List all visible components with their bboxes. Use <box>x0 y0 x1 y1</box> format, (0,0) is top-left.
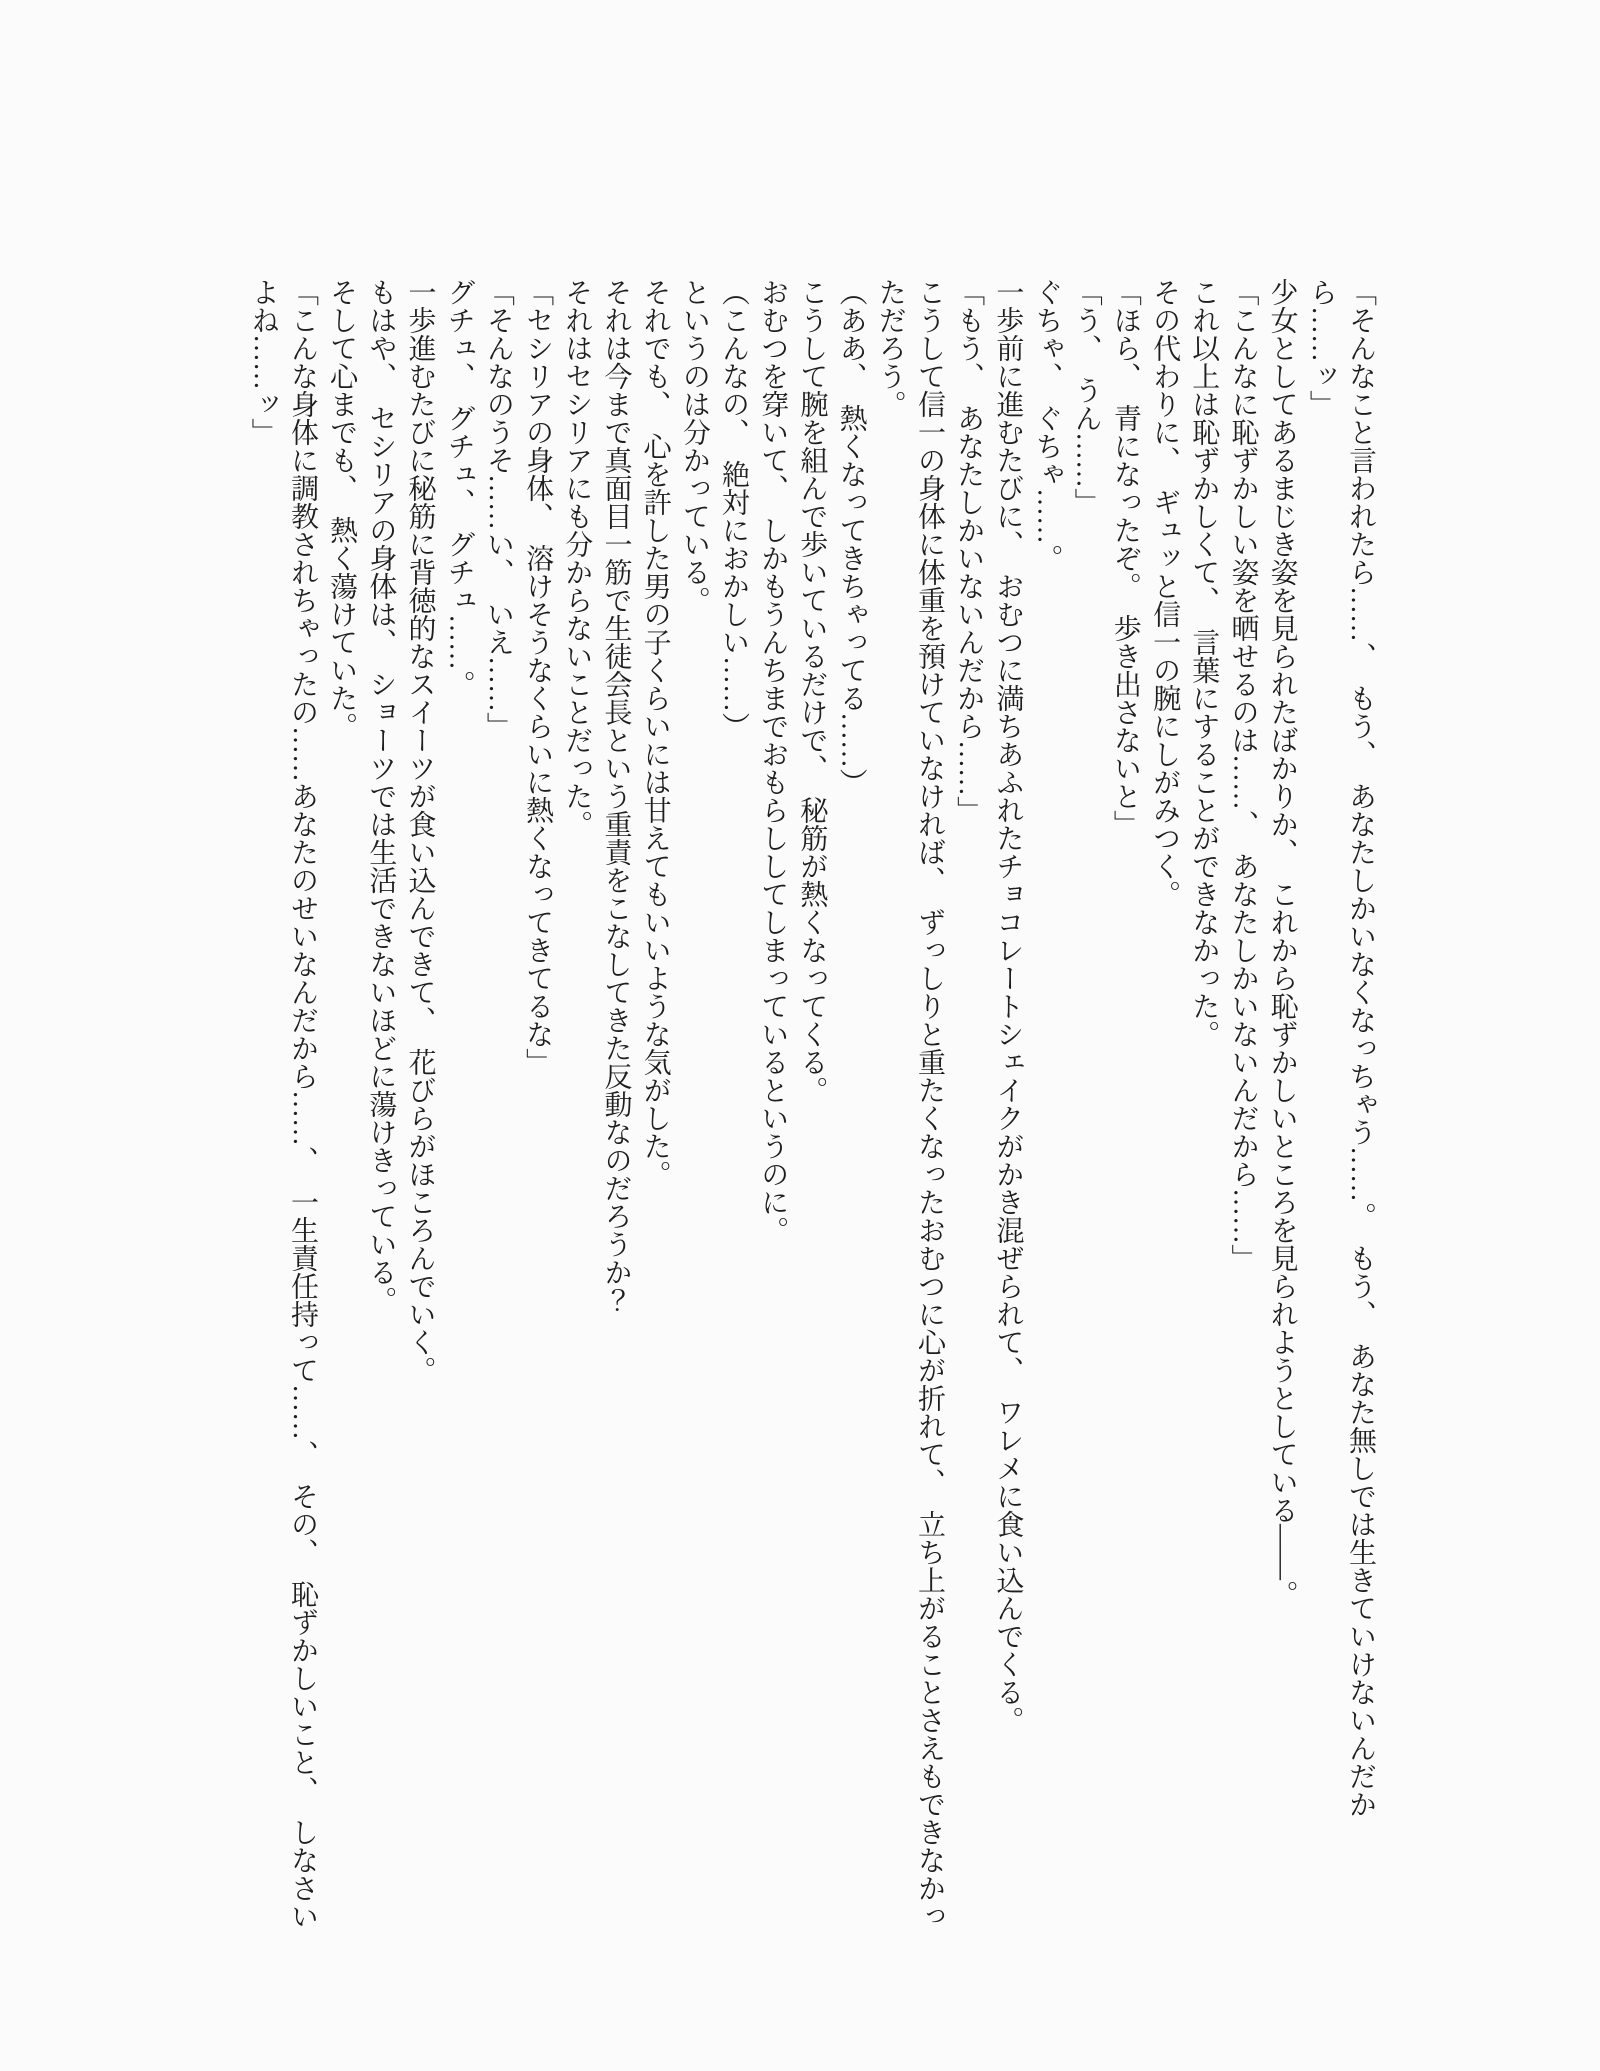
paragraph-line: というのは分かっている。 <box>678 278 710 614</box>
paragraph-line: こうして信一の身体に体重を預けていなければ、 ずっしりと重たくなったおむつに心が折れて、 立ち上がることさえもできなかっただろう。 <box>874 278 945 1930</box>
paragraph-line: それはセシリアにも分からないことだった。 <box>561 278 593 838</box>
paragraph-line: 「う、 うん……」 <box>1070 278 1102 516</box>
paragraph-line: 「こんなに恥ずかしい姿を晒せるのは……、 あなたしかいないんだから……」 <box>1227 278 1259 1272</box>
paragraph-line: 「もう、 あなたしかいないんだから……」 <box>953 278 985 824</box>
paragraph-line: もはや、 セシリアの身体は、 ショーツでは生活できないほどに蕩けきっている。 <box>365 278 397 1314</box>
paragraph-line: （ああ、 熱くなってきちゃってる……） <box>835 278 867 796</box>
paragraph-line: 「ほら、 青になったぞ。 歩き出さないと」 <box>1109 278 1141 838</box>
paragraph-line: ぐちゃ、 ぐちゃ……。 <box>1031 278 1063 572</box>
paragraph-line: 一歩進むたびに秘筋に背徳的なスイーツが食い込んできて、 花びらがほころんでいく。 <box>404 278 436 1384</box>
paragraph-line: それは今まで真面目一筋で生徒会長という重責をこなしてきた反動なのだろうか？ <box>600 278 632 1314</box>
paragraph-line: それでも、 心を許した男の子くらいには甘えてもいいような気がした。 <box>639 278 671 1188</box>
paragraph-line: そして心までも、 熱く蕩けていた。 <box>326 278 358 740</box>
paragraph-line: これ以上は恥ずかしくて、 言葉にすることができなかった。 <box>1188 278 1220 1048</box>
vertical-text-block <box>244 278 1380 1938</box>
paragraph-line: （こんなの、 絶対におかしい……） <box>718 278 749 740</box>
paragraph-line: 少女としてあるまじき姿を見られたばかりか、 これから恥ずかしいところを見られようとしている――。 <box>1266 278 1298 1608</box>
paragraph-line: 一歩前に進むたびに、 おむつに満ちあふれたチョコレートシェイクがかき混ぜられて、 ワレメに食い込んでくる。 <box>992 278 1024 1734</box>
paragraph-line: こうして腕を組んで歩いているだけで、 秘筋が熱くなってくる。 <box>796 278 828 1104</box>
paragraph-line: グチュ、 グチュ、 グチュ……。 <box>443 278 475 698</box>
paragraph-line: おむつを穿いて、 しかもうんちまでおもらししてしまっているというのに。 <box>757 278 789 1244</box>
paragraph-line: 「そんなこと言われたら……、 もう、 あなたしかいなくなっちゃう……。 もう、 あなた無しでは生きていけないんだから……ッ」 <box>1305 278 1376 1818</box>
paragraph-line: その代わりに、 ギュッと信一の腕にしがみつく。 <box>1149 278 1181 908</box>
paragraph-line: 「そんなのうそ……い、 いえ……」 <box>482 278 514 740</box>
paragraph-line: 「こんな身体に調教されちゃったの……あなたのせいなんだから……、 一生責任持って……、 その、 恥ずかしいこと、 しなさいよね……ッ」 <box>247 278 318 1930</box>
paragraph-line: 「セシリアの身体、 溶けそうなくらいに熱くなってきてるな」 <box>522 278 554 1076</box>
